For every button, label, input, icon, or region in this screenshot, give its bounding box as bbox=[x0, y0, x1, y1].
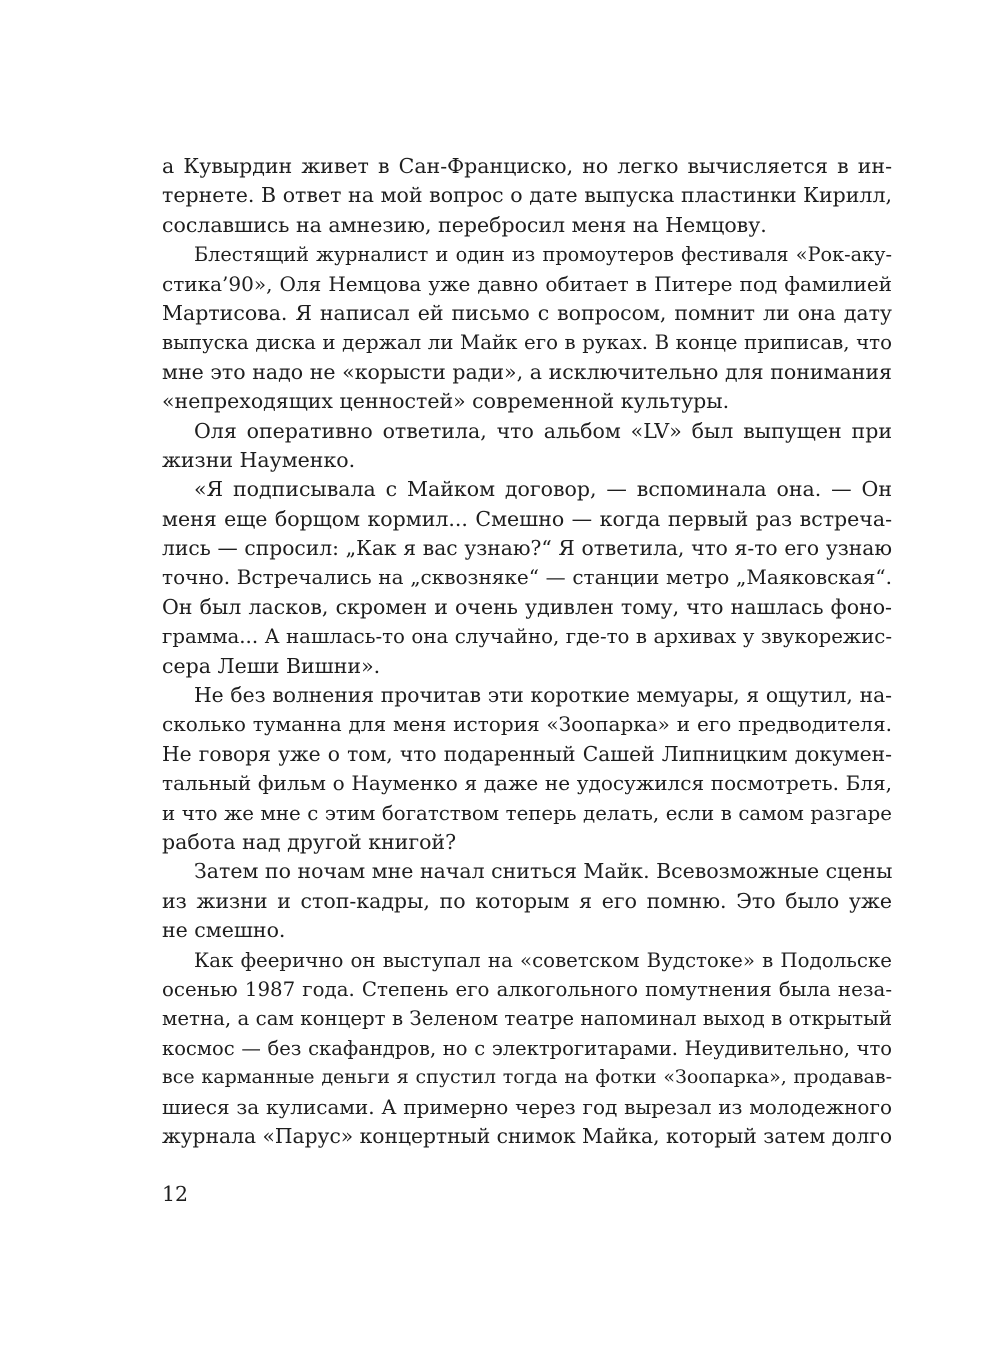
text-line: «непреходящих ценностей» современной культуры. bbox=[162, 389, 730, 414]
text-line: работа над другой книгой? bbox=[162, 829, 457, 854]
page-number: 12 bbox=[162, 1182, 189, 1206]
text-line: осенью 1987 года. Степень его алкогольного помутнения была неза- bbox=[162, 977, 892, 1001]
text-line: Не говоря уже о том, что подаренный Сашей Липницким докумен- bbox=[162, 741, 892, 766]
text-line: меня еще борщом кормил... Смешно — когда первый раз встреча- bbox=[162, 506, 892, 531]
text-line: «Я подписывала с Майком договор, — вспоминала она. — Он bbox=[194, 477, 892, 502]
text-line: Не без волнения прочитав эти короткие мемуары, я ощутил, на- bbox=[194, 683, 892, 708]
text-line: из жизни и стоп-кадры, по которым я его помню. Это было уже bbox=[162, 888, 892, 913]
text-line: космос — без скафандров, но с электрогитарами. Неудивительно, что bbox=[162, 1036, 892, 1060]
text-line: Мартисова. Я написал ей письмо с вопросом, помнит ли она дату bbox=[162, 300, 892, 325]
text-line: сославшись на амнезию, перебросил меня на Немцову. bbox=[162, 212, 767, 237]
text-line: тернете. В ответ на мой вопрос о дате выпуска пластинки Кирилл, bbox=[162, 183, 892, 208]
text-line: а Кувырдин живет в Сан-Франциско, но легко вычисляется в ин- bbox=[162, 154, 892, 178]
text-line: метна, а сам концерт в Зеленом театре напоминал выход в открытый bbox=[162, 1007, 892, 1031]
text-line: лись — спросил: „Как я вас узнаю?“ Я ответила, что я-то его узнаю bbox=[162, 536, 892, 561]
text-line: стика’90», Оля Немцова уже давно обитает в Питере под фамилией bbox=[162, 271, 892, 296]
text-line: выпуска диска и держал ли Майк его в руках. В конце приписав, что bbox=[162, 331, 892, 355]
text-line: грамма... А нашлась-то она случайно, где-то в архивах у звукорежис- bbox=[162, 625, 892, 649]
text-line: точно. Встречались на „сквозняке“ — станции метро „Маяковская“. bbox=[162, 565, 892, 590]
text-line: сколько туманна для меня история «Зоопарка» и его предводителя. bbox=[162, 712, 892, 737]
text-line: Как феерично он выступал на «советском Вудстоке» в Подольске bbox=[194, 948, 892, 972]
text-line: журнала «Парус» концертный снимок Майка, который затем долго bbox=[162, 1123, 893, 1148]
text-line: жизни Науменко. bbox=[162, 447, 356, 472]
text-line: сера Леши Вишни». bbox=[162, 653, 381, 678]
text-line: мне это надо не «корысти ради», а исключительно для понимания bbox=[162, 359, 892, 384]
text-line: шиеся за кулисами. А примерно через год вырезал из молодежного bbox=[162, 1094, 892, 1119]
text-line: Он был ласков, скромен и очень удивлен тому, что нашлась фоно- bbox=[162, 594, 892, 619]
text-line: Оля оперативно ответила, что альбом «LV» был выпущен при bbox=[194, 418, 892, 443]
text-line: все карманные деньги я спустил тогда на фотки «Зоопарка», продавав- bbox=[162, 1066, 892, 1089]
body-text bbox=[162, 152, 892, 1151]
text-line: Блестящий журналист и один из промоутеров фестиваля «Рок-аку- bbox=[194, 243, 892, 267]
text-line: не смешно. bbox=[162, 918, 286, 943]
text-line: тальный фильм о Науменко я даже не удосужился посмотреть. Бля, bbox=[162, 771, 892, 796]
text-line: Затем по ночам мне начал сниться Майк. Всевозможные сцены bbox=[194, 859, 893, 884]
text-line: и что же мне с этим богатством теперь делать, если в самом разгаре bbox=[162, 801, 892, 825]
